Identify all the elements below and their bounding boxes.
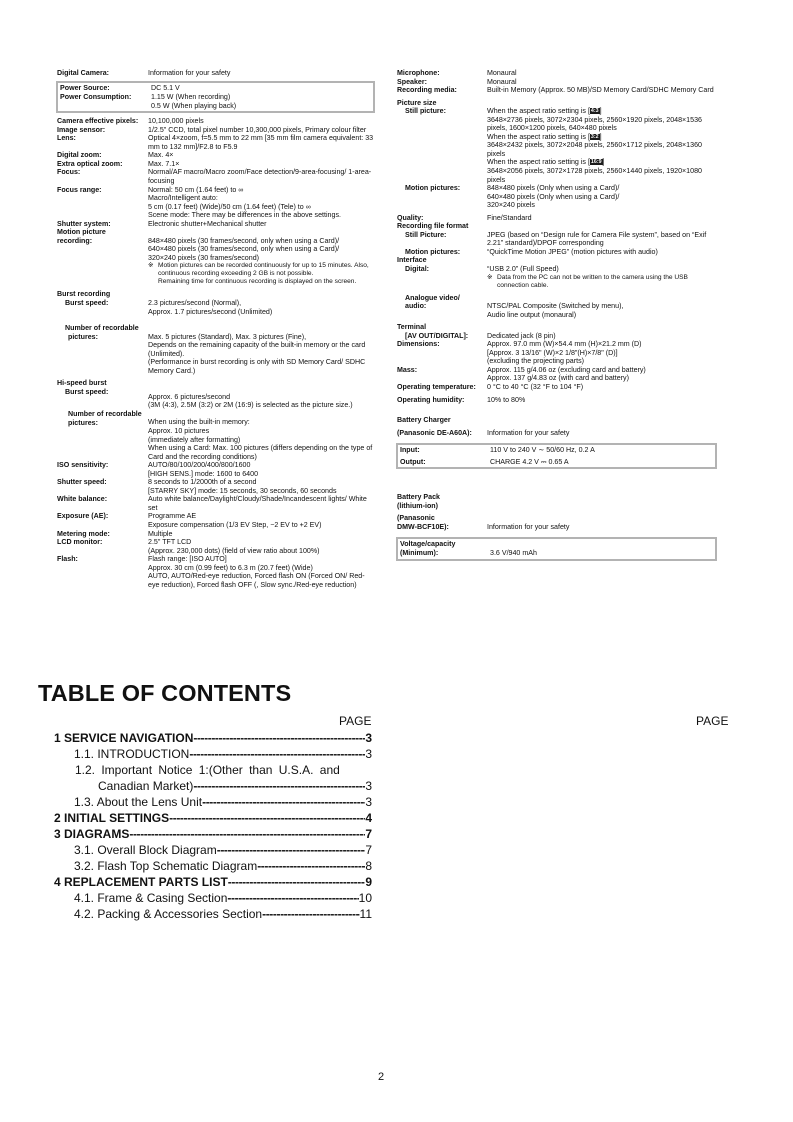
spec-value-line: Approx. 97.0 mm (W)×54.4 mm (H)×21.2 mm (D) <box>487 340 642 349</box>
section-heading <box>397 416 717 425</box>
spec-value: 110 V to 240 V ∼ 50/60 Hz, 0.2 A <box>490 446 595 455</box>
spec-value: Information for your safety <box>148 69 231 77</box>
spec-key: (Panasonic DE-A60A): <box>397 428 472 437</box>
toc-entry-title: 1 SERVICE NAVIGATION <box>54 731 194 745</box>
spec-value-line: Max. 5 pictures (Standard), Max. 3 pictures (Fine), <box>148 332 307 341</box>
spec-value-line: Programme AE <box>148 512 197 521</box>
spec-value <box>148 461 375 478</box>
toc-entry-page: 3 <box>365 779 372 793</box>
spec-value-line: Macro/Intelligent auto: <box>148 194 218 203</box>
spec-value: Built-in Memory (Approx. 50 MB)/SD Memory Card/SDHC Memory Card <box>487 86 714 95</box>
spec-value: Information for your safety <box>487 522 570 531</box>
spec-row <box>397 231 717 248</box>
page-number: 2 <box>378 1071 385 1083</box>
toc-entry[interactable] <box>54 890 372 906</box>
section-title: Interface <box>397 256 427 265</box>
spec-key: Flash: <box>57 555 78 564</box>
note-text: Remaining time for continuous recording is displayed on the screen. <box>158 278 357 286</box>
spec-value-line: 2.5" TFT LCD <box>148 538 192 547</box>
spec-value: 0 °C to 40 °C (32 °F to 104 °F) <box>487 383 584 391</box>
toc-entry[interactable] <box>54 826 372 842</box>
spec-value-line: Approx. 30 cm (0.99 feet) to 6.3 m (20.7 feet) (Wide) <box>148 563 313 572</box>
toc-entry-page: 4 <box>365 811 372 825</box>
spec-row <box>60 93 371 110</box>
spec-row <box>57 555 375 589</box>
spec-value <box>487 265 717 290</box>
spec-key-line: Analogue video/ <box>405 293 460 302</box>
spec-key: Motion pictures: <box>405 184 461 193</box>
spec-value <box>148 512 375 529</box>
spec-value-line: 3648×2736 pixels, 3072×2304 pixels, 2560×1920 pixels, 2048×1536 pixels, 1600×1200 pixels, 640×480 pixels <box>487 115 702 133</box>
spec-key: Mass: <box>397 365 418 374</box>
spec-key: Metering mode: <box>57 529 110 538</box>
aspect-text: When the aspect ratio setting is [ <box>487 132 590 141</box>
spec-key: Digital Camera: <box>57 69 110 77</box>
toc-leader <box>262 906 359 922</box>
spec-value <box>487 366 717 383</box>
spec-value-line: Flash range: [ISO AUTO] <box>148 555 227 564</box>
spec-row <box>57 126 375 135</box>
spec-row <box>397 69 717 78</box>
spec-value-line: Normal: 50 cm (1.64 feet) to ∞ <box>148 185 244 194</box>
spec-value: Monaural <box>487 69 517 77</box>
spec-value: CHARGE 4.2 V ⎓ 0.65 A <box>490 457 569 466</box>
spec-value: 10,100,000 pixels <box>148 117 204 126</box>
spec-row <box>400 540 713 557</box>
spec-row <box>397 78 717 87</box>
spec-value <box>148 555 375 589</box>
spec-key: Exposure (AE): <box>57 512 109 521</box>
spec-row <box>57 530 375 539</box>
spec-row <box>397 248 717 257</box>
toc-leader <box>129 826 365 842</box>
toc-entry[interactable] <box>54 730 372 746</box>
spec-key: Recording media: <box>397 86 457 95</box>
spec-value: Optical 4×zoom, f=5.5 mm to 22 mm [35 mm film camera equivalent: 33 mm to 132 mm]/F2.8 to F5.9 <box>148 134 374 151</box>
aspect-badge-icon: 16:9 <box>590 159 602 166</box>
toc-leader <box>169 810 365 826</box>
spec-row <box>57 461 375 478</box>
spec-key: Power Source: <box>60 83 110 92</box>
toc-entry-title: 3.1. Overall Block Diagram <box>74 843 217 857</box>
spec-row <box>57 538 375 555</box>
spec-key: Quality: <box>397 213 424 222</box>
spec-value: Multiple <box>148 529 173 538</box>
toc-entry-page: 3 <box>365 731 372 745</box>
toc-leader <box>193 778 365 794</box>
spec-row <box>397 429 717 438</box>
spec-key: Focus range: <box>57 185 102 194</box>
spec-value <box>151 93 371 110</box>
spec-value: Monaural <box>487 77 517 86</box>
battery-rating-box <box>396 537 717 560</box>
spec-row <box>397 366 717 383</box>
toc-leader <box>189 746 365 762</box>
spec-value-line: 0.5 W (When playing back) <box>151 101 237 110</box>
toc-leader <box>227 890 358 906</box>
note-body <box>158 262 375 286</box>
spec-key-line: (Panasonic <box>397 514 435 523</box>
spec-value: 1/2.5" CCD, total pixel number 10,300,000 pixels, Primary colour filter <box>148 125 367 134</box>
toc-entry[interactable] <box>54 858 372 874</box>
note-mark: ※ <box>148 262 154 270</box>
spec-row <box>57 186 375 220</box>
section-heading <box>397 323 717 332</box>
spec-key: White balance: <box>57 495 108 504</box>
spec-value-line: [Approx. 3 13/16" (W)×2 1/8"(H)×7/8" (D)] <box>487 348 618 357</box>
toc-leader <box>257 858 365 874</box>
spec-value <box>148 478 375 495</box>
spec-key-line: pictures: <box>68 332 98 341</box>
section-title-line: Battery Pack <box>397 493 440 502</box>
spec-value-line: Approx. 1.7 pictures/second (Unlimited) <box>148 307 273 316</box>
spec-value-line: (excluding the projecting parts) <box>487 357 584 366</box>
toc-entry-title: 1.3. About the Lens Unit <box>74 795 203 809</box>
note-text: Motion pictures can be recorded continuously for up to 15 minutes. Also, continuous recording exceeding 2 GB is not possible. <box>158 262 369 278</box>
spec-row <box>57 151 375 160</box>
right-spec-column <box>397 69 717 565</box>
spec-value-line: Approx. 137 g/4.83 oz (with card and battery) <box>487 374 629 383</box>
spec-value-line: Approx. 6 pictures/second <box>148 392 231 401</box>
spec-row <box>57 220 375 229</box>
spec-row <box>57 160 375 169</box>
toc-page-label: PAGE <box>339 714 372 728</box>
spec-row <box>397 396 717 405</box>
spec-value: JPEG (based on “Design rule for Camera File system”, based on “Exif 2.21” standard)/DPOF corresponding <box>487 230 707 248</box>
spec-key: Input: <box>400 446 420 455</box>
spec-key: Image sensor: <box>57 125 106 134</box>
spec-key-line: Voltage/capacity <box>400 540 456 549</box>
spec-row <box>57 410 375 461</box>
spec-key: Digital: <box>405 265 430 274</box>
toc-entry-title: Canadian Market) <box>98 779 194 793</box>
charger-rating-box <box>396 443 717 469</box>
spec-value-line: NTSC/PAL Composite (Switched by menu), <box>487 302 624 311</box>
spec-row <box>397 86 717 95</box>
spec-value-line: (3M (4:3), 2.5M (3:2) or 2M (16:9) is selected as the picture size.) <box>148 401 353 410</box>
toc-entry-page: 7 <box>365 827 372 841</box>
toc-entry[interactable] <box>54 874 372 890</box>
section-title: Battery Charger <box>397 416 451 425</box>
toc-entry-page: 10 <box>358 891 372 905</box>
spec-value-line: When using the built-in memory: <box>148 418 250 427</box>
spec-row <box>397 294 717 320</box>
spec-value: Auto white balance/Daylight/Cloudy/Shade/Incandescent lights/ White set <box>148 495 367 512</box>
spec-value-line: When the aspect ratio setting is [3:2] <box>487 132 602 141</box>
spec-row <box>60 84 371 93</box>
spec-value-line: When using a Card: Max. 100 pictures (differs depending on the type of Card and the recording conditions) <box>148 444 373 461</box>
spec-value-line: 640×480 pixels (30 frames/second, only when using a Card)/ <box>148 245 340 254</box>
section-title: Hi-speed burst <box>57 379 107 388</box>
spec-key: Still Picture: <box>405 230 447 239</box>
spec-value <box>487 294 717 320</box>
spec-row <box>397 514 717 531</box>
spec-row <box>397 383 717 392</box>
aspect-text: When the aspect ratio setting is [ <box>487 107 590 116</box>
section-heading <box>397 256 717 265</box>
spec-value-line: 848×480 pixels (Only when using a Card)/ <box>487 184 620 193</box>
toc-leader <box>202 794 365 810</box>
toc-page-label-right: PAGE <box>696 714 729 728</box>
spec-key: Output: <box>400 457 426 466</box>
toc-entry-page: 3 <box>365 747 372 761</box>
spec-key: Power Consumption: <box>60 93 132 102</box>
spec-value <box>487 184 717 210</box>
spec-key: Dimensions: <box>397 340 440 349</box>
spec-value: Normal/AF macro/Macro zoom/Face detection/9-area-focusing/ 1-area-focusing <box>148 168 372 186</box>
toc-entry-title[interactable]: 1.2. Important Notice 1:(Other than U.S.A. and <box>75 763 340 777</box>
spec-key: Operating temperature: <box>397 383 476 391</box>
spec-value-line: 848×480 pixels (30 frames/second, only when using a Card)/ <box>148 236 340 245</box>
spec-value-line: [STARRY SKY] mode: 15 seconds, 30 seconds, 60 seconds <box>148 486 337 495</box>
section-title-line: (lithium-ion) <box>397 501 438 510</box>
note <box>487 274 717 290</box>
spec-value: “QuickTime Motion JPEG” (motion pictures with audio) <box>487 247 658 256</box>
toc-entry[interactable] <box>54 842 372 858</box>
spec-value <box>148 186 375 220</box>
spec-key: Digital zoom: <box>57 151 102 160</box>
spec-value <box>487 340 717 366</box>
spec-row <box>57 324 375 375</box>
spec-value-line: 3648×2056 pixels, 3072×1728 pixels, 2560×1440 pixels, 1920×1080 pixels <box>487 167 702 184</box>
section-title: Picture size <box>397 98 437 107</box>
spec-key: Microphone: <box>397 69 440 77</box>
toc-entry-title: 2 INITIAL SETTINGS <box>54 811 170 825</box>
spec-value: Max. 7.1× <box>148 159 180 168</box>
toc-entry[interactable] <box>54 778 372 794</box>
spec-value-line: 320×240 pixels <box>487 201 535 210</box>
spec-value: Fine/Standard <box>487 213 532 222</box>
spec-value: Electronic shutter+Mechanical shutter <box>148 219 267 228</box>
spec-value: 10% to 80% <box>487 395 526 404</box>
toc-entry-title: 3 DIAGRAMS <box>54 827 130 841</box>
spec-key-line: pictures: <box>68 418 98 427</box>
toc-entry-page: 3 <box>365 795 372 809</box>
toc-entry[interactable] <box>54 810 372 826</box>
spec-value-line: When the aspect ratio setting is [4:3] <box>487 107 602 116</box>
spec-key: Motion pictures: <box>405 247 461 256</box>
toc-entry[interactable] <box>54 746 372 762</box>
spec-key <box>397 294 487 320</box>
toc-leader <box>193 730 365 746</box>
spec-key: Still picture: <box>405 107 446 116</box>
spec-value-line: When the aspect ratio setting is [16:9] <box>487 158 605 167</box>
spec-row-motion <box>57 228 375 286</box>
spec-row <box>397 332 717 341</box>
section-heading <box>57 379 375 388</box>
toc-entry[interactable] <box>54 906 372 922</box>
spec-key <box>397 514 487 531</box>
spec-row <box>400 446 713 455</box>
spec-value-line: “USB 2.0” (Full Speed) <box>487 265 559 274</box>
spec-value-line: Scene mode: There may be differences in the above settings. <box>148 211 341 220</box>
section-title: Terminal <box>397 323 427 332</box>
spec-row <box>57 134 375 151</box>
spec-value-line: Audio line output (monaural) <box>487 310 577 319</box>
spec-value: Max. 4× <box>148 151 174 160</box>
spec-key-line: Number of recordable <box>65 324 139 333</box>
spec-value-line: Exposure compensation (1/3 EV Step, −2 EV to +2 EV) <box>148 521 322 530</box>
spec-value: 3.6 V/940 mAh <box>490 548 537 557</box>
spec-value: DC 5.1 V <box>151 83 180 92</box>
spec-value-line: AUTO/80/100/200/400/800/1600 <box>148 461 251 470</box>
spec-row <box>57 69 375 78</box>
spec-key: Shutter speed: <box>57 478 107 487</box>
section-heading <box>397 222 717 231</box>
spec-value-line: 2.3 pictures/second (Normal), <box>148 298 242 307</box>
spec-row <box>57 478 375 495</box>
spec-value-line: Approx. 10 pictures <box>148 427 210 435</box>
spec-value <box>148 324 375 375</box>
spec-key-line: (Minimum): <box>400 549 439 558</box>
section-heading <box>397 99 717 108</box>
power-box <box>56 81 375 114</box>
aspect-text: When the aspect ratio setting is [ <box>487 158 590 167</box>
spec-key: Burst speed: <box>65 387 109 396</box>
spec-key-line: DMW-BCF10E): <box>397 522 449 531</box>
toc-entry-title: 4.1. Frame & Casing Section <box>74 891 228 905</box>
toc-entry-page: 11 <box>359 907 372 921</box>
spec-value-line: 5 cm (0.17 feet) (Wide)/50 cm (1.64 feet) (Tele) to ∞ <box>148 202 311 211</box>
section-title <box>397 493 487 510</box>
toc-entry[interactable] <box>54 794 372 810</box>
spec-row <box>57 117 375 126</box>
spec-value <box>148 410 375 461</box>
spec-row <box>397 340 717 366</box>
toc-entry-title: 3.2. Flash Top Schematic Diagram <box>74 859 258 873</box>
section-heading <box>57 290 375 299</box>
spec-row <box>57 388 375 410</box>
spec-row <box>57 299 375 316</box>
spec-row <box>397 265 717 290</box>
spec-key <box>57 228 148 286</box>
spec-key-line: recording: <box>57 236 93 245</box>
aspect-badge-icon: 4:3 <box>590 108 599 115</box>
spec-value-line: AUTO, AUTO/Red-eye reduction, Forced flash ON (Forced ON/ Red-eye reduction), Forced flash OFF (, Slow sync./Red-eye reduction) <box>148 572 365 589</box>
toc-leader <box>228 874 366 890</box>
spec-key <box>400 540 490 557</box>
note-mark: ※ <box>487 273 493 281</box>
spec-value-line: (Approx. 230,000 dots) (field of view ratio about 100%) <box>148 546 320 555</box>
spec-key: Focus: <box>57 168 81 177</box>
spec-row <box>57 168 375 185</box>
spec-row <box>57 512 375 529</box>
toc-entry-page: 8 <box>365 859 372 873</box>
spec-key: Camera effective pixels: <box>57 117 139 126</box>
toc-list <box>54 730 372 922</box>
spec-value-line: [HIGH SENS.] mode: 1600 to 6400 <box>148 469 259 478</box>
spec-key-line: audio: <box>405 302 427 311</box>
spec-value <box>148 228 375 286</box>
spec-row <box>400 458 713 467</box>
spec-row <box>397 107 717 184</box>
spec-key-line: Number of recordable <box>68 409 142 418</box>
note-text: Data from the PC can not be written to the camera using the USB connection cable. <box>497 273 688 289</box>
spec-value-line: (Performance in burst recording is only with SD Memory Card/ SDHC Memory Card.) <box>148 358 366 375</box>
note <box>148 262 375 286</box>
spec-row <box>57 495 375 512</box>
spec-key: Shutter system: <box>57 219 111 228</box>
spec-key: LCD monitor: <box>57 538 103 547</box>
spec-key: Operating humidity: <box>397 395 465 404</box>
toc-entry-title: 4 REPLACEMENT PARTS LIST <box>54 875 228 889</box>
spec-key-line: Motion picture <box>57 228 106 237</box>
spec-key: Lens: <box>57 134 76 143</box>
toc-leader <box>217 842 366 858</box>
toc-title: TABLE OF CONTENTS <box>38 680 292 706</box>
section-title: Burst recording <box>57 290 111 299</box>
section-heading <box>397 493 717 510</box>
spec-key: Burst speed: <box>65 298 109 307</box>
spec-value-line: 1.15 W (When recording) <box>151 93 231 102</box>
spec-value-line: (immediately after formatting) <box>148 435 241 444</box>
spec-key: Speaker: <box>397 77 427 86</box>
spec-key <box>57 324 148 375</box>
toc-entry-title: 4.2. Packing & Accessories Section <box>74 907 263 921</box>
spec-key: Extra optical zoom: <box>57 159 123 168</box>
spec-value <box>148 388 375 410</box>
left-spec-column <box>57 69 375 589</box>
spec-key: ISO sensitivity: <box>57 461 109 470</box>
spec-value-line: Depends on the remaining capacity of the built-in memory or the card (Unlimited). <box>148 341 366 358</box>
spec-value-line: Approx. 115 g/4.06 oz (excluding card and battery) <box>487 365 646 374</box>
spec-value <box>148 538 375 555</box>
section-title: Recording file format <box>397 222 469 231</box>
spec-key <box>57 410 148 461</box>
toc-entry-title: 1.1. INTRODUCTION <box>74 747 190 761</box>
toc-entry-page: 9 <box>365 875 372 889</box>
spec-value: Dedicated jack (8 pin) <box>487 331 556 340</box>
spec-value-line: 640×480 pixels (Only when using a Card)/ <box>487 192 620 201</box>
spec-value-line: 8 seconds to 1/2000th of a second <box>148 478 257 487</box>
spec-key: [AV OUT/DIGITAL]: <box>405 331 469 340</box>
spec-value-line: 3648×2432 pixels, 3072×2048 pixels, 2560×1712 pixels, 2048×1360 pixels <box>487 141 702 158</box>
spec-value <box>148 299 375 316</box>
aspect-badge-icon: 3:2 <box>590 133 599 140</box>
spec-value-line: 320×240 pixels (30 frames/second) <box>148 253 260 262</box>
spec-value: Information for your safety <box>487 428 570 437</box>
spec-row <box>397 184 717 210</box>
spec-row <box>397 214 717 223</box>
spec-value <box>487 107 717 184</box>
toc-entry-page: 7 <box>365 843 372 857</box>
